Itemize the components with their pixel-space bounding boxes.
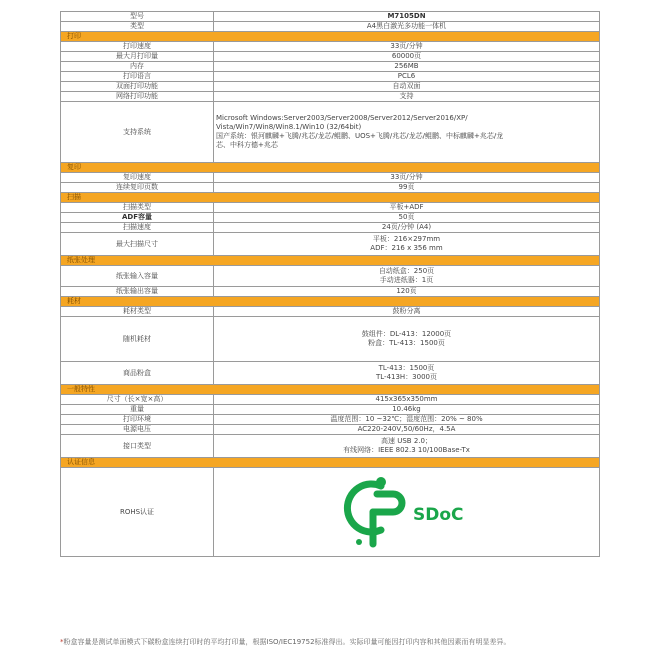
spec-value: 33页/分钟 bbox=[214, 173, 600, 183]
model-value: M7105DN bbox=[214, 12, 600, 22]
interface-label: 接口类型 bbox=[61, 435, 214, 458]
spec-value: 60000页 bbox=[214, 52, 600, 62]
spec-row bbox=[61, 415, 600, 425]
spec-value: PCL6 bbox=[214, 72, 600, 82]
spec-value: 10.46kg bbox=[214, 405, 600, 415]
os-row bbox=[61, 102, 600, 163]
scan-size-line: ADF：216 x 356 mm bbox=[370, 244, 443, 252]
paper-in-label: 纸张输入容量 bbox=[61, 266, 214, 287]
spec-value: 24页/分钟 (A4) bbox=[214, 223, 600, 233]
footnote-mark: * bbox=[60, 638, 64, 646]
scan-size-line: 平板：216×297mm bbox=[372, 235, 441, 243]
bundled-value bbox=[214, 317, 600, 362]
type-label: 类型 bbox=[61, 22, 214, 32]
rohs-row bbox=[61, 468, 600, 557]
interface-row bbox=[61, 435, 600, 458]
spec-row bbox=[61, 62, 600, 72]
interface-line: 有线网络：IEEE 802.3 10/100Base-Tx bbox=[343, 446, 470, 454]
spec-row bbox=[61, 203, 600, 213]
footnote bbox=[60, 637, 600, 648]
spec-row bbox=[61, 307, 600, 317]
section-general bbox=[61, 385, 600, 395]
section-cert-title: 认证信息 bbox=[61, 458, 600, 468]
model-label: 型号 bbox=[61, 12, 214, 22]
os-value bbox=[214, 102, 600, 163]
bundled-line: 粉盒：TL-413：1500页 bbox=[368, 339, 445, 347]
section-copy bbox=[61, 163, 600, 173]
section-paper-title: 纸张处理 bbox=[61, 256, 600, 266]
spec-table bbox=[60, 11, 600, 557]
scan-size-value bbox=[214, 233, 600, 256]
toner-value bbox=[214, 362, 600, 385]
spec-label: 内存 bbox=[61, 62, 214, 72]
section-cert bbox=[61, 458, 600, 468]
spec-value: 415x365x350mm bbox=[214, 395, 600, 405]
section-consumables-title: 耗材 bbox=[61, 297, 600, 307]
toner-line: TL-413H：3000页 bbox=[375, 373, 438, 381]
spec-label: 打印语言 bbox=[61, 72, 214, 82]
sdoc-logo-text: SDoC bbox=[412, 505, 464, 525]
interface-value bbox=[214, 435, 600, 458]
spec-label: 打印速度 bbox=[61, 42, 214, 52]
spec-row bbox=[61, 92, 600, 102]
spec-row bbox=[61, 405, 600, 415]
section-scan-title: 扫描 bbox=[61, 193, 600, 203]
spec-value: 鼓粉分离 bbox=[214, 307, 600, 317]
spec-sheet bbox=[60, 11, 600, 557]
model-row bbox=[61, 12, 600, 22]
sdoc-logo-icon bbox=[337, 472, 477, 552]
paper-in-line: 手动进纸器：1页 bbox=[379, 276, 434, 284]
spec-value: 99页 bbox=[214, 183, 600, 193]
spec-label: 电源电压 bbox=[61, 425, 214, 435]
spec-row bbox=[61, 395, 600, 405]
spec-row bbox=[61, 213, 600, 223]
spec-row bbox=[61, 287, 600, 297]
os-line: 国产系统：银河麒麟+飞腾/兆芯/龙芯/鲲鹏、UOS+飞腾/兆芯/龙芯/鲲鹏、中标麒麟+兆芯/龙 bbox=[216, 132, 504, 140]
toner-line: TL-413：1500页 bbox=[378, 364, 435, 372]
spec-label: 重量 bbox=[61, 405, 214, 415]
os-line: Vista/Win7/Win8/Win8.1/Win10 (32/64bit) bbox=[216, 123, 362, 131]
spec-label: ADF容量 bbox=[61, 213, 214, 223]
os-label: 支持系统 bbox=[61, 102, 214, 163]
paper-in-row bbox=[61, 266, 600, 287]
spec-row bbox=[61, 82, 600, 92]
spec-value: 支持 bbox=[214, 92, 600, 102]
section-print-title: 打印 bbox=[61, 32, 600, 42]
paper-in-value bbox=[214, 266, 600, 287]
toner-label: 商品粉盒 bbox=[61, 362, 214, 385]
spec-label: 扫描类型 bbox=[61, 203, 214, 213]
section-scan bbox=[61, 193, 600, 203]
spec-row bbox=[61, 52, 600, 62]
spec-value: 自动双面 bbox=[214, 82, 600, 92]
spec-value: 256MB bbox=[214, 62, 600, 72]
bundled-row bbox=[61, 317, 600, 362]
spec-label: 纸张输出容量 bbox=[61, 287, 214, 297]
bundled-line: 鼓组件：DL-413：12000页 bbox=[361, 330, 452, 338]
spec-value: 平板+ADF bbox=[214, 203, 600, 213]
spec-label: 连续复印页数 bbox=[61, 183, 214, 193]
section-consumables bbox=[61, 297, 600, 307]
spec-value: 120页 bbox=[214, 287, 600, 297]
spec-label: 网络打印功能 bbox=[61, 92, 214, 102]
section-general-title: 一般特性 bbox=[61, 385, 600, 395]
footnote-text: 粉盒容量是测试单面模式下碳粉盒连续打印时的平均打印量，根据ISO/IEC19752标准得出。实际印量可能因打印内容和其他因素而有明显差异。 bbox=[63, 638, 511, 646]
spec-value: 33页/分钟 bbox=[214, 42, 600, 52]
spec-row bbox=[61, 42, 600, 52]
spec-value: AC220-240V,50/60Hz，4.5A bbox=[214, 425, 600, 435]
section-paper bbox=[61, 256, 600, 266]
interface-line: 高速 USB 2.0； bbox=[381, 437, 432, 445]
spec-label: 打印环境 bbox=[61, 415, 214, 425]
os-line: 芯、中科方德+兆芯 bbox=[216, 141, 278, 149]
spec-label: 最大月打印量 bbox=[61, 52, 214, 62]
os-line: Microsoft Windows:Server2003/Server2008/Server2012/Server2016/XP/ bbox=[216, 114, 468, 122]
toner-row bbox=[61, 362, 600, 385]
spec-label: 扫描速度 bbox=[61, 223, 214, 233]
spec-row bbox=[61, 173, 600, 183]
spec-label: 耗材类型 bbox=[61, 307, 214, 317]
section-print bbox=[61, 32, 600, 42]
type-value: A4黑白激光多功能一体机 bbox=[214, 22, 600, 32]
spec-label: 复印速度 bbox=[61, 173, 214, 183]
scan-size-row bbox=[61, 233, 600, 256]
spec-value: 温度范围：10 ~32℃；湿度范围：20% ~ 80% bbox=[214, 415, 600, 425]
spec-row bbox=[61, 223, 600, 233]
spec-label: 双面打印功能 bbox=[61, 82, 214, 92]
spec-row bbox=[61, 72, 600, 82]
scan-size-label: 最大扫描尺寸 bbox=[61, 233, 214, 256]
paper-in-line: 自动纸盒：250页 bbox=[378, 267, 435, 275]
rohs-value bbox=[214, 468, 600, 557]
bundled-label: 随机耗材 bbox=[61, 317, 214, 362]
spec-label: 尺寸（长×宽×高） bbox=[61, 395, 214, 405]
rohs-label: ROHS认证 bbox=[61, 468, 214, 557]
section-copy-title: 复印 bbox=[61, 163, 600, 173]
spec-row bbox=[61, 425, 600, 435]
spec-row bbox=[61, 183, 600, 193]
sdoc-logo bbox=[216, 468, 597, 556]
spec-value: 50页 bbox=[214, 213, 600, 223]
type-row bbox=[61, 22, 600, 32]
